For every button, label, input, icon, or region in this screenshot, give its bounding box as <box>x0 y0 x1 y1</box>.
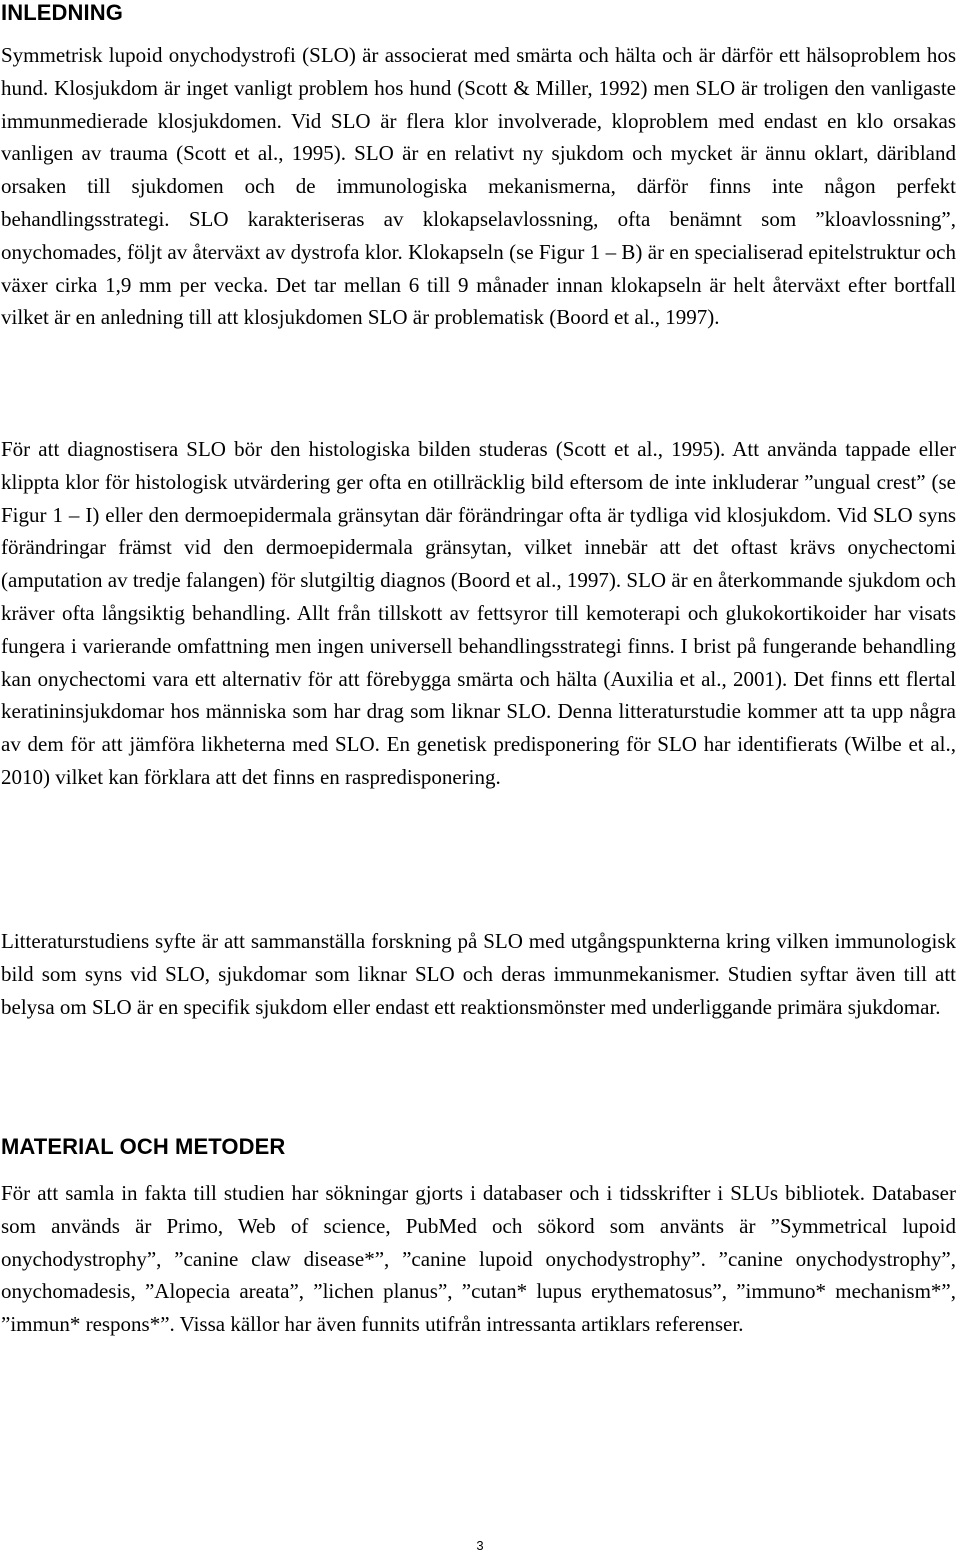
page-number: 3 <box>476 1538 484 1553</box>
section-heading-material-och-metoder: MATERIAL OCH METODER <box>1 1134 286 1159</box>
paragraph-methods: För att samla in fakta till studien har sökningar gjorts i databaser och i tidsskrifter i SLUs bibliotek. Databaser som används är Primo, Web of science, PubMed och sökord som använts är ”Symmetrical lupoid onychodystrophy”, ”canine claw disease*”, ”canine lupoid onychodystrophy”. ”canine onychodystrophy”, onychomadesis, ”Alopecia areata”, ”lichen planus”, ”cutan* lupus erythematosus”, ”immuno* mechanism*”, ”immun* respons*”. Vissa källor har även funnits utifrån intressanta artiklars referenser. <box>1 1181 956 1337</box>
paragraph-diagnosis: För att diagnostisera SLO bör den histologiska bilden studeras (Scott et al., 1995). Att använda tappade eller klippta klor för histologisk utvärdering ger ofta en otillräcklig bild eftersom de inte inkluderar ”ungual crest” (se Figur 1 – I) eller den dermoepidermala gränsytan där förändringar ofta är tydliga vid klosjukdom. Vid SLO syns förändringar främst vid den dermoepidermala gränsytan, vilket innebär att det oftast krävs onychectomi (amputation av tredje falangen) för slutgiltig diagnos (Boord et al., 1997). SLO är en återkommande sjukdom och kräver ofta långsiktig behandling. Allt från tillskott av fettsyror till kemoterapi och glukokortikoider har visats fungera i varierande omfattning men ingen universell behandlingsstrategi finns. I brist på fungerande behandling kan onychectomi vara ett alternativ för att förebygga smärta och hälta (Auxilia et al., 2001). Det finns ett flertal keratininsjukdomar hos människa som har drag som liknar SLO. Denna litteraturstudie kommer att ta upp några av dem för att jämföra likheterna med SLO. En genetisk predisponering för SLO har identifierats (Wilbe et al., 2010) vilket kan förklara att det finns en raspredisponering. <box>1 437 956 789</box>
paragraph-aim: Litteraturstudiens syfte är att sammanställa forskning på SLO med utgångspunkterna kring vilken immunologisk bild som syns vid SLO, sjukdomar som liknar SLO och deras immunmekanismer. Studien syftar även till att belysa om SLO är en specifik sjukdom eller endast ett reaktionsmönster med underliggande primära sjukdomar. <box>1 929 956 1019</box>
section-heading-inledning: INLEDNING <box>1 0 123 25</box>
paragraph-introduction: Symmetrisk lupoid onychodystrofi (SLO) är associerat med smärta och hälta och är därför ett hälsoproblem hos hund. Klosjukdom är inget vanligt problem hos hund (Scott & Miller, 1992) men SLO är troligen den vanligaste immunmedierade klosjukdomen. Vid SLO är flera klor involverade, kloproblem med endast en klo orsakas vanligen av trauma (Scott et al., 1995). SLO är en relativt ny sjukdom och mycket är ännu oklart, däribland orsaken till sjukdomen och de immunologiska mekanismerna, därför finns inte någon perfekt behandlingsstrategi. SLO karakteriseras av klokapselavlossning, ofta benämnt som ”kloavlossning”, onychomades, följt av återväxt av dystrofa klor. Klokapseln (se Figur 1 – B) är en specialiserad epitelstruktur och växer cirka 1,9 mm per vecka. Det tar mellan 6 till 9 månader innan klokapseln är helt återväxt efter bortfall vilket är en anledning till att klosjukdomen SLO är problematisk (Boord et al., 1997). <box>1 43 956 330</box>
